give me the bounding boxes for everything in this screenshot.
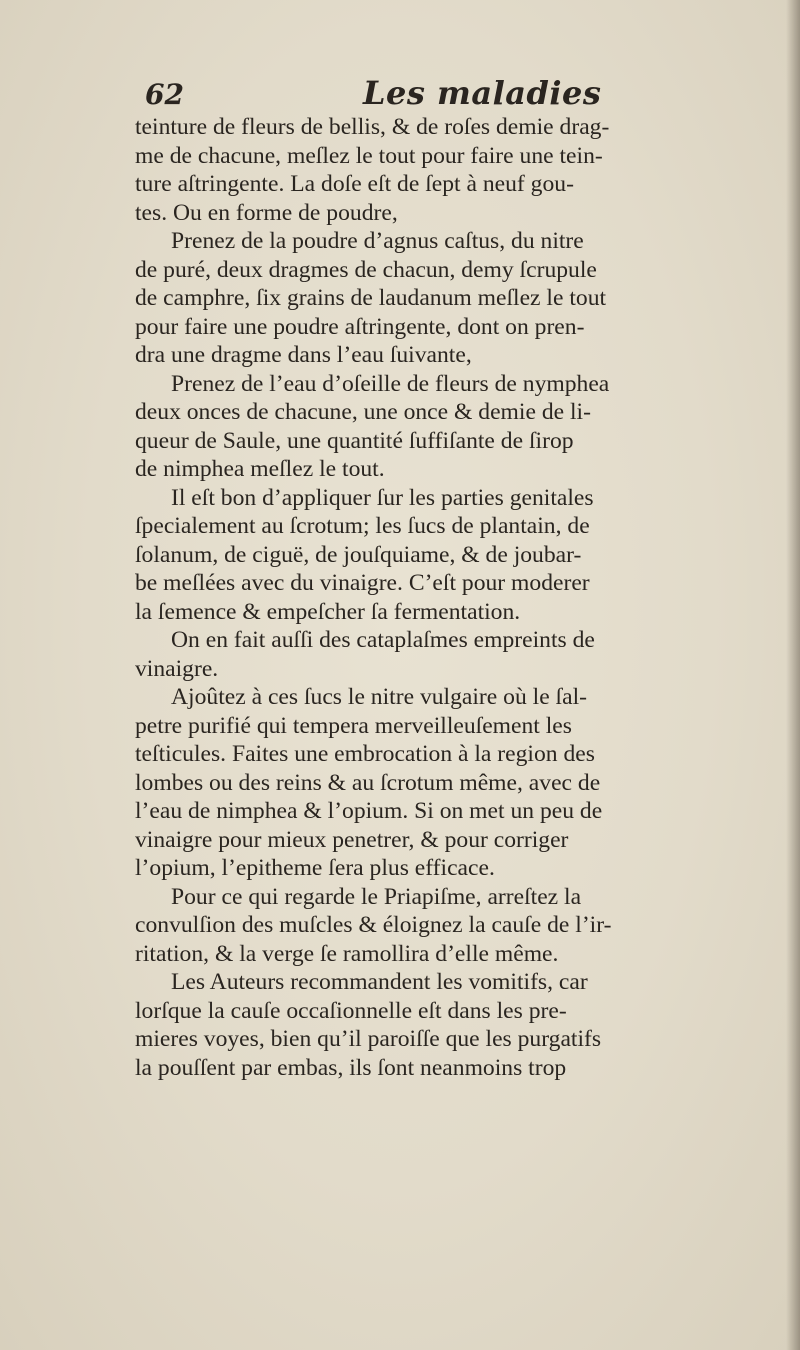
text-line: Prenez de la poudre d’agnus caſtus, du nitre (171, 228, 584, 254)
text-line: ture aſtringente. La doſe eſt de ſept à neuf gou- (135, 171, 574, 197)
text-line: Ajoûtez à ces ſucs le nitre vulgaire où le ſal- (171, 684, 588, 710)
text-line: teſticules. Faites une embrocation à la region des (135, 741, 595, 767)
text-line: de camphre, ſix grains de laudanum meſlez le tout (135, 285, 607, 311)
text-line: lorſque la cauſe occaſionnelle eſt dans les pre- (135, 997, 567, 1024)
text-line: lombes ou des reins & au ſcrotum même, avec de (135, 769, 601, 796)
text-line: la pouſſent par embas, ils ſont neanmoins trop (135, 1054, 567, 1081)
text-line: l’opium, l’epitheme ſera plus efficace. (135, 855, 495, 881)
text-line: teinture de fleurs de bellis, & de roſes demie drag- (135, 114, 610, 140)
text-line: Pour ce qui regarde le Priapiſme, arreſtez la (171, 883, 582, 910)
page-edge-shadow (786, 0, 800, 1350)
text-line: queur de Saule, une quantité ſuffiſante de ſirop (135, 427, 574, 454)
text-line: ſpecialement au ſcrotum; les ſucs de plantain, de (135, 513, 590, 539)
text-line: me de chacune, meſlez le tout pour faire une tein- (135, 142, 603, 169)
text-line: petre purifié qui tempera merveilleuſement les (135, 712, 572, 739)
text-line: ritation, & la verge ſe ramollira d’elle même. (135, 940, 559, 967)
text-line: pour faire une poudre aſtringente, dont on pren- (135, 313, 585, 340)
page-number: 62 (145, 78, 184, 111)
text-line: de nimphea meſlez le tout. (135, 456, 385, 482)
text-line: la ſemence & empeſcher ſa fermentation. (135, 598, 521, 625)
text-line: deux onces de chacune, une once & demie de li- (135, 399, 591, 425)
text-line: Il eſt bon d’appliquer ſur les parties genitales (171, 484, 594, 511)
text-line: be meſlées avec du vinaigre. C’eſt pour moderer (135, 570, 590, 596)
text-line: tes. Ou en forme de poudre, (135, 199, 398, 226)
text-line: convulſion des muſcles & éloignez la cauſe de l’ir- (135, 912, 612, 938)
text-line: vinaigre pour mieux penetrer, & pour corriger (135, 826, 569, 853)
text-line: mieres voyes, bien qu’il paroiſſe que les purgatifs (135, 1026, 602, 1052)
text-line: Les Auteurs recommandent les vomitifs, car (171, 969, 588, 995)
text-line: Prenez de l’eau d’oſeille de fleurs de nymphea (171, 370, 610, 397)
text-line: de puré, deux dragmes de chacun, demy ſcrupule (135, 256, 597, 283)
text-line: l’eau de nimphea & l’opium. Si on met un peu de (135, 798, 603, 824)
body-text (135, 113, 747, 1082)
running-head: Les maladies (363, 74, 602, 112)
text-line: On en fait auſſi des cataplaſmes empreints de (171, 627, 595, 653)
text-line: ſolanum, de ciguë, de jouſquiame, & de joubar- (135, 541, 582, 568)
text-line: vinaigre. (135, 655, 219, 682)
page-header (145, 74, 745, 114)
text-line: dra une dragme dans l’eau ſuivante, (135, 342, 472, 368)
